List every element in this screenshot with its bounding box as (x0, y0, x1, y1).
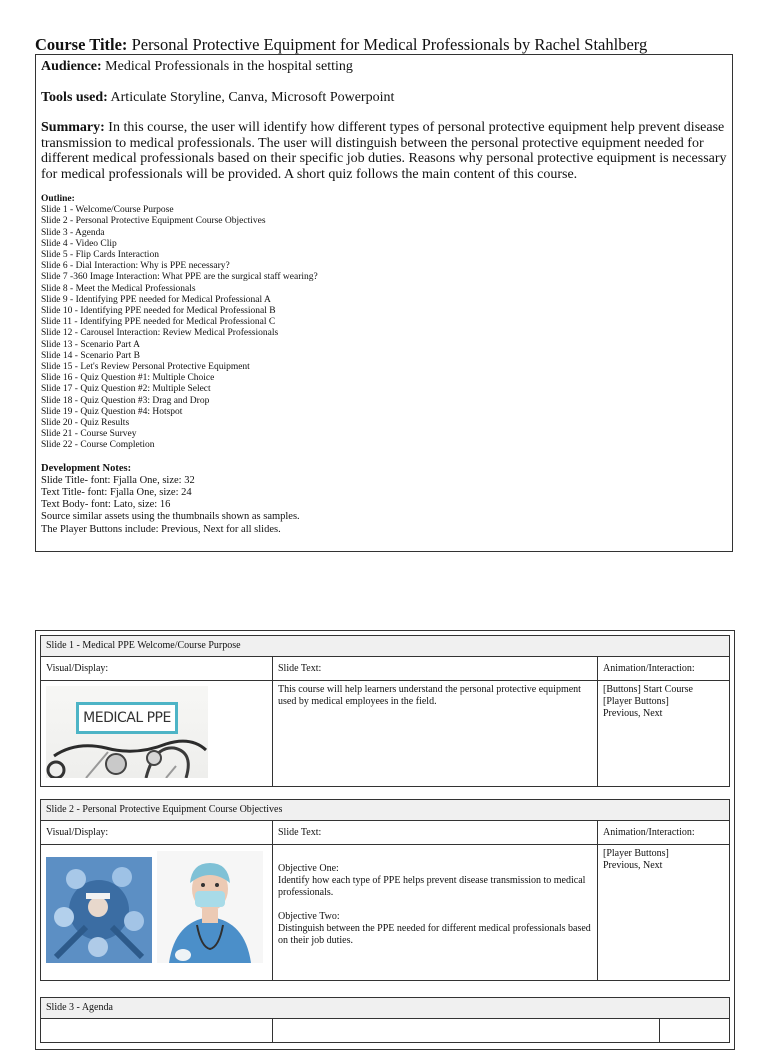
slide-3-header-row (40, 1019, 730, 1043)
outline-item: Slide 14 - Scenario Part B (41, 350, 140, 361)
course-title-label: Course Title: (35, 35, 128, 54)
outline-item: Slide 19 - Quiz Question #4: Hotspot (41, 406, 183, 417)
slide-1-visual (41, 681, 273, 786)
outline-item: Slide 5 - Flip Cards Interaction (41, 250, 159, 261)
slide-2-header-row (40, 821, 730, 845)
slide-1-animation (598, 681, 729, 786)
summary-label: Summary: (41, 120, 105, 135)
slide-2-content-row (40, 845, 730, 981)
outline-item: Slide 9 - Identifying PPE needed for Medical Professional A (41, 294, 271, 305)
dev-note-line: Text Body- font: Lato, size: 16 (41, 499, 171, 511)
audience-line (41, 59, 727, 75)
outline-section (41, 194, 727, 452)
outline-heading: Outline: (41, 194, 75, 204)
animation-line: [Player Buttons] (603, 696, 669, 707)
dev-notes-heading: Development Notes: (41, 462, 132, 474)
outline-item: Slide 11 - Identifying PPE needed for Medical Professional C (41, 317, 276, 328)
slide-2-visual (41, 845, 273, 980)
slide-3-title: Slide 3 - Agenda (40, 997, 730, 1019)
outline-item: Slide 12 - Carousel Interaction: Review Medical Professionals (41, 328, 279, 339)
course-title-text: Personal Protective Equipment for Medical Professionals by Rachel Stahlberg (131, 35, 648, 54)
audience-value: Medical Professionals in the hospital setting (105, 59, 353, 74)
dev-note-line: Source similar assets using the thumbnails shown as samples. (41, 511, 300, 523)
tools-line (41, 90, 727, 106)
outline-item: Slide 15 - Let's Review Personal Protective Equipment (41, 362, 250, 373)
outline-item: Slide 22 - Course Completion (41, 440, 155, 451)
animation-line: [Buttons] Start Course (603, 684, 693, 695)
outline-item: Slide 13 - Scenario Part A (41, 339, 140, 350)
col-animation-header: Animation/Interaction: (603, 663, 695, 674)
slide-3-cell (660, 1019, 729, 1042)
animation-line: [Player Buttons] (603, 848, 669, 859)
outline-item: Slide 18 - Quiz Question #3: Drag and Drop (41, 395, 210, 406)
tools-value: Articulate Storyline, Canva, Microsoft Powerpoint (110, 89, 395, 105)
slide-1-content-row (40, 681, 730, 787)
outline-item: Slide 10 - Identifying PPE needed for Medical Professional B (41, 306, 276, 317)
summary-paragraph (41, 120, 727, 182)
outline-item: Slide 21 - Course Survey (41, 429, 137, 440)
surgical-team-photo (46, 857, 152, 963)
slide-2-block (40, 799, 730, 981)
slide-1-text: This course will help learners understand the personal protective equipment used by medical employees in the field. (273, 681, 598, 786)
objective-two-text: Distinguish between the PPE needed for different medical professionals based on their job duties. (278, 923, 591, 946)
slide-2-text (273, 845, 598, 980)
col-text-header: Slide Text: (273, 821, 598, 844)
outline-item: Slide 16 - Quiz Question #1: Multiple Choice (41, 373, 215, 384)
slide-3-cell (41, 1019, 273, 1042)
col-visual-header: Visual/Display: (41, 657, 273, 680)
animation-line: Previous, Next (603, 860, 663, 871)
col-animation-header: Animation/Interaction: (603, 827, 695, 838)
outline-item: Slide 17 - Quiz Question #2: Multiple Select (41, 384, 211, 395)
slide-3-block (40, 997, 730, 1043)
medical-ppe-image (46, 686, 208, 778)
col-visual-header: Visual/Display: (41, 821, 273, 844)
outline-item: Slide 1 - Welcome/Course Purpose (41, 205, 174, 216)
storyboard-table (35, 630, 735, 1050)
slide-2-title: Slide 2 - Personal Protective Equipment Course Objectives (40, 799, 730, 821)
nurse-photo (157, 851, 263, 963)
objective-two-label: Objective Two: (278, 911, 340, 922)
medical-ppe-sign: MEDICAL PPE (76, 702, 178, 734)
dev-notes-section (41, 463, 727, 536)
col-text-header: Slide Text: (273, 657, 598, 680)
outline-item: Slide 4 - Video Clip (41, 238, 117, 249)
slide-3-cell (273, 1019, 660, 1042)
slide-1-title: Slide 1 - Medical PPE Welcome/Course Purpose (40, 635, 730, 657)
tools-label: Tools used: (41, 89, 108, 105)
dev-note-line: The Player Buttons include: Previous, Next for all slides. (41, 523, 281, 535)
outline-item: Slide 8 - Meet the Medical Professionals (41, 283, 196, 294)
audience-label: Audience: (41, 59, 102, 74)
dev-note-line: Text Title- font: Fjalla One, size: 24 (41, 487, 192, 499)
outline-item: Slide 2 - Personal Protective Equipment Course Objectives (41, 216, 266, 227)
outline-item: Slide 20 - Quiz Results (41, 418, 130, 429)
objective-one-label: Objective One: (278, 863, 339, 874)
summary-text: In this course, the user will identify how different types of personal protective equipment help prevent disease transmission to medical professionals. The user will distinguish between the personal protective equipment needed for different medical professionals based on their specific job duties. Reasons why personal protective equipment is necessary for medical professionals will be provided. A short quiz follows the main content of this course. (41, 120, 727, 182)
slide-1-block (40, 635, 730, 787)
slide-2-animation (598, 845, 729, 980)
course-summary-box (35, 54, 733, 552)
course-title (35, 35, 647, 55)
outline-item: Slide 7 -360 Image Interaction: What PPE are the surgical staff wearing? (41, 272, 318, 283)
slide-1-header-row (40, 657, 730, 681)
animation-line: Previous, Next (603, 708, 663, 719)
dev-note-line: Slide Title- font: Fjalla One, size: 32 (41, 474, 195, 486)
objective-one-text: Identify how each type of PPE helps prevent disease transmission to medical professionals. (278, 875, 586, 898)
outline-item: Slide 3 - Agenda (41, 227, 105, 238)
outline-item: Slide 6 - Dial Interaction: Why is PPE necessary? (41, 261, 230, 272)
